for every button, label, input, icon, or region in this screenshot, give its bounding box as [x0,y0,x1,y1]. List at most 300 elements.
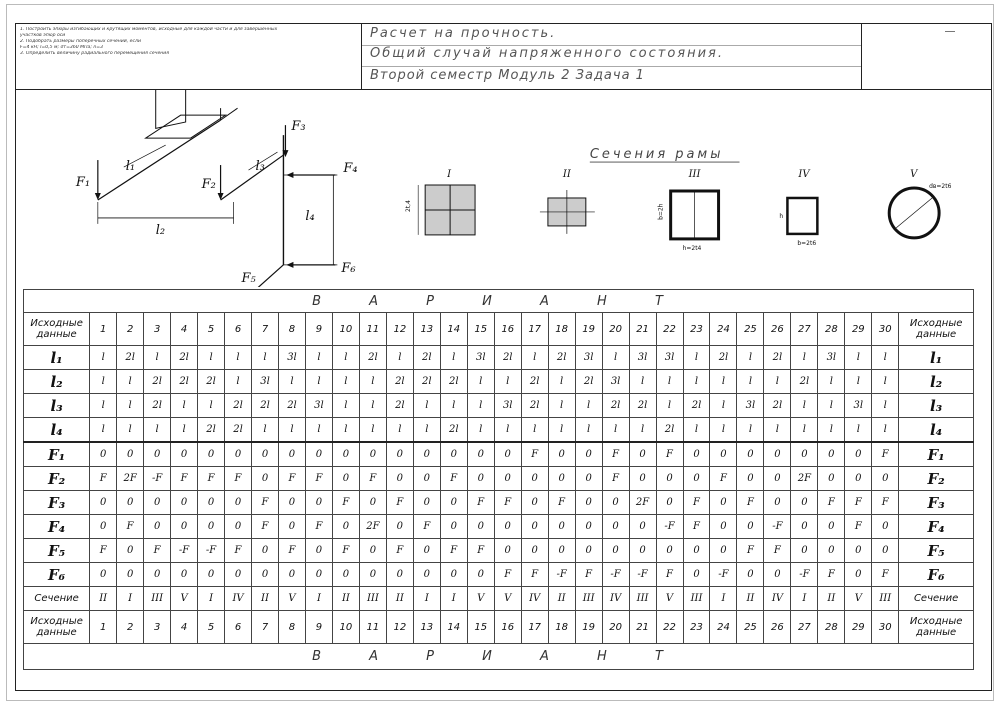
table-cell: l [548,418,575,443]
variant-number: 5 [198,313,225,346]
table-cell: F [90,467,117,491]
table-cell: I [440,587,467,611]
table-cell: 2l [225,394,252,418]
section-label-II: II [562,169,571,181]
variant-number: 7 [252,611,279,644]
table-cell: IV [602,587,629,611]
table-cell: F [872,491,899,515]
table-cell: 0 [252,563,279,587]
table-cell: l [332,418,359,443]
table-cell: 0 [440,442,467,467]
table-cell: 2l [386,394,413,418]
title-block [16,24,991,90]
variant-number: 16 [494,611,521,644]
title-rule [362,66,861,67]
table-cell: 0 [332,442,359,467]
table-cell: 0 [845,442,872,467]
variant-number: 18 [548,313,575,346]
banner-row [24,290,974,313]
table-cell: 0 [359,491,386,515]
table-cell: 0 [252,442,279,467]
row-label: Сечение [899,587,974,611]
table-cell: 0 [548,515,575,539]
force-arrow [256,265,284,287]
table-cell: F [252,515,279,539]
table-cell: 0 [171,491,198,515]
table-cell: F [90,539,117,563]
variant-number: 21 [629,611,656,644]
table-row [24,442,974,467]
table-cell: 0 [791,515,818,539]
table-cell: 0 [548,442,575,467]
table-cell: l [386,346,413,370]
table-cell: 0 [737,515,764,539]
table-cell: F [872,563,899,587]
table-cell: l [845,418,872,443]
variant-number: 9 [305,611,332,644]
table-cell: l [332,370,359,394]
table-cell: l [252,418,279,443]
table-cell: l [90,418,117,443]
row-label: F₂ [899,467,974,491]
footer-label: Исходные данные [899,611,974,644]
table-cell: 0 [144,491,171,515]
dim-s1: 2t,4 [405,200,413,212]
section-II [540,190,595,234]
table-cell: 0 [359,539,386,563]
table-cell: 0 [225,515,252,539]
table-cell: 2l [171,346,198,370]
table-cell: IV [521,587,548,611]
table-cell: 0 [117,442,144,467]
table-cell: I [413,587,440,611]
table-cell: 0 [602,491,629,515]
variant-number: 24 [710,313,737,346]
table-cell: 2l [144,394,171,418]
table-cell: 2F [117,467,144,491]
table-cell: l [117,394,144,418]
variant-number: 1 [90,313,117,346]
table-cell: 0 [710,491,737,515]
row-label: l₁ [24,346,90,370]
dim-s5: dв=2t6 [929,183,952,191]
label-l2: l₂ [155,222,166,238]
table-cell: III [872,587,899,611]
table-cell: l [90,370,117,394]
table-cell: 2l [548,346,575,370]
variant-number: 14 [440,611,467,644]
table-cell: 0 [548,467,575,491]
table-cell: l [575,418,602,443]
column-box [156,90,186,128]
note-line: F=4 кН; l=0,5 м; σт=360 МПа; n=3 [20,45,104,50]
table-cell: 0 [413,563,440,587]
table-cell: F [440,539,467,563]
section-label-I: I [447,169,452,181]
table-cell: 0 [278,563,305,587]
table-cell: F [494,563,521,587]
table-cell: l [305,418,332,443]
variant-number: 12 [386,611,413,644]
table-cell: l [359,370,386,394]
table-cell: 0 [359,563,386,587]
table-cell: II [386,587,413,611]
table-cell: 3l [845,394,872,418]
table-cell: l [278,418,305,443]
table-cell: l [521,346,548,370]
table-cell: III [629,587,656,611]
footer-banner-row [24,644,974,670]
table-cell: l [791,418,818,443]
table-cell: 0 [359,442,386,467]
row-label: F₄ [899,515,974,539]
variant-number: 17 [521,611,548,644]
table-cell: I [305,587,332,611]
table-cell: l [117,418,144,443]
table-cell: 2l [521,370,548,394]
table-cell: 0 [710,442,737,467]
table-cell: II [548,587,575,611]
variant-number: 29 [845,313,872,346]
table-cell: 0 [413,467,440,491]
label-F2: F₂ [201,177,216,193]
table-cell: 0 [198,515,225,539]
dim-s3b: h=2t4 [682,244,702,252]
table-cell: 0 [872,539,899,563]
table-cell: 2l [494,346,521,370]
table-cell: 0 [764,442,791,467]
table-cell: II [90,587,117,611]
table-cell: 0 [845,467,872,491]
table-cell: F [252,491,279,515]
table-cell: l [764,418,791,443]
table-row [24,467,974,491]
table-cell: F [144,539,171,563]
table-cell: l [845,346,872,370]
table-cell: l [737,346,764,370]
variant-number: 17 [521,313,548,346]
note-line: 1. Построить эпюры изгибающих и крутящих моментов, исходные для каждой части и для завершенных [20,27,278,32]
row-label: F₃ [24,491,90,515]
variant-number: 30 [872,611,899,644]
table-cell: 2l [198,370,225,394]
table-cell: 0 [683,539,710,563]
table-cell: l [710,370,737,394]
variant-number: 7 [252,313,279,346]
variant-number: 1 [90,611,117,644]
table-cell: 0 [494,515,521,539]
table-cell: F [117,515,144,539]
table-cell: 0 [737,563,764,587]
table-cell: 0 [305,563,332,587]
table-cell: l [791,394,818,418]
table-cell: III [575,587,602,611]
table-cell: -F [602,563,629,587]
table-cell: l [656,394,683,418]
table-cell: -F [548,563,575,587]
variant-number: 6 [225,313,252,346]
row-label: F₅ [899,539,974,563]
table-cell: 2l [683,394,710,418]
table-cell: I [710,587,737,611]
table-cell: 2F [791,467,818,491]
table-cell: l [791,346,818,370]
row-label: F₁ [899,442,974,467]
variant-banner: В А Р И А Н Т [24,290,974,313]
table-cell: l [225,346,252,370]
table-cell: l [872,394,899,418]
variant-number: 29 [845,611,872,644]
table-cell: -F [764,515,791,539]
table-cell: F [737,491,764,515]
table-cell: 0 [575,442,602,467]
table-cell: l [144,346,171,370]
table-cell: l [467,394,494,418]
section-IV [787,198,817,234]
table-cell: 0 [305,491,332,515]
table-cell: 0 [440,563,467,587]
table-cell: 0 [332,563,359,587]
table-cell: 0 [225,563,252,587]
variant-number: 28 [818,313,845,346]
variant-number: 24 [710,611,737,644]
table-row [24,394,974,418]
table-cell: F [764,539,791,563]
table-cell: II [818,587,845,611]
table-cell: 0 [575,491,602,515]
table-cell: F [278,467,305,491]
header-label: Исходные данные [899,313,974,346]
variant-number: 26 [764,611,791,644]
dim-line [98,202,234,224]
table-cell: 3l [252,370,279,394]
table-cell: 0 [683,467,710,491]
table-cell: 2l [521,394,548,418]
table-cell: 2l [359,346,386,370]
table-cell: l [413,418,440,443]
table-cell: I [791,587,818,611]
table-cell: l [656,370,683,394]
table-cell: V [171,587,198,611]
table-cell: l [198,394,225,418]
table-cell: 0 [386,515,413,539]
variant-number: 11 [359,611,386,644]
variant-number: 10 [332,611,359,644]
label-F3: F₃ [291,119,306,135]
variant-number: 9 [305,313,332,346]
table-cell: 0 [144,442,171,467]
table-cell: l [171,418,198,443]
section-I [418,185,475,235]
table-cell: 0 [90,442,117,467]
variant-number: 19 [575,313,602,346]
table-cell: F [171,467,198,491]
dim-s4a: h [779,212,784,220]
table-cell: 3l [575,346,602,370]
table-cell: 0 [845,563,872,587]
variant-number: 28 [818,611,845,644]
variant-number: 20 [602,313,629,346]
table-cell: 0 [710,539,737,563]
table-cell: F [332,539,359,563]
table-cell: 3l [818,346,845,370]
table-cell: 2l [764,346,791,370]
table-cell: 0 [818,515,845,539]
table-cell: V [845,587,872,611]
table-cell: 0 [90,515,117,539]
table-cell: l [602,346,629,370]
table-cell: l [764,370,791,394]
table-cell: 3l [602,370,629,394]
table-cell: II [252,587,279,611]
variant-number: 30 [872,313,899,346]
table-cell: 0 [171,442,198,467]
table-cell: IV [764,587,791,611]
row-label: l₄ [899,418,974,443]
row-label: l₃ [24,394,90,418]
note-line: 3. Определить величину радиального перемещения сечения [20,51,170,56]
table-cell: l [683,346,710,370]
row-label: F₅ [24,539,90,563]
table-cell: F [656,563,683,587]
table-cell: 0 [252,467,279,491]
table-cell: 3l [305,394,332,418]
table-cell: 0 [872,515,899,539]
note-line: участков эпюр оси [20,33,66,38]
variant-number: 25 [737,611,764,644]
table-cell: 0 [198,563,225,587]
side-mark [945,31,955,32]
dim-s3a: b=2h [657,203,665,220]
table-cell: l [117,370,144,394]
variant-number: 2 [117,611,144,644]
title-side-cell [862,24,991,89]
variant-number: 13 [413,611,440,644]
row-label: F₆ [24,563,90,587]
table-cell: 0 [710,515,737,539]
table-cell: l [144,418,171,443]
task-notes [16,24,362,89]
label-F5: F₅ [241,270,256,286]
table-cell: 0 [144,515,171,539]
table-cell: 0 [198,491,225,515]
row-label: F₁ [24,442,90,467]
frame-member [221,155,284,200]
table-cell: 0 [494,467,521,491]
table-cell: 0 [386,563,413,587]
table-cell: l [818,418,845,443]
table-cell: 0 [332,515,359,539]
table-cell: 0 [521,491,548,515]
table-cell: F [467,539,494,563]
table-cell: F [575,563,602,587]
table-cell: F [198,467,225,491]
variant-number: 3 [144,611,171,644]
table-cell: II [737,587,764,611]
table-cell: F [602,467,629,491]
table-cell: 0 [467,515,494,539]
table-cell: II [332,587,359,611]
section-III [671,191,719,239]
table-cell: 0 [467,563,494,587]
table-cell: F [683,491,710,515]
table-cell: 0 [602,515,629,539]
table-cell: 2l [791,370,818,394]
section-V [889,188,939,238]
table-cell: 0 [548,539,575,563]
table-cell: F [332,491,359,515]
table-cell: 3l [737,394,764,418]
table-cell: III [144,587,171,611]
table-cell: l [252,346,279,370]
row-label: l₄ [24,418,90,443]
table-cell: 0 [386,467,413,491]
header-label: Исходные данные [24,313,90,346]
table-row [24,563,974,587]
table-cell: F [413,515,440,539]
variant-number: 22 [656,611,683,644]
table-cell: 0 [521,467,548,491]
table-cell: l [818,370,845,394]
variant-number: 22 [656,313,683,346]
variant-number: 25 [737,313,764,346]
table-cell: I [117,587,144,611]
variant-banner: В А Р И А Н Т [24,644,974,670]
drawing-sheet [6,4,994,701]
table-cell: l [198,346,225,370]
table-cell: l [90,346,117,370]
table-cell: 2l [117,346,144,370]
table-cell: 0 [629,442,656,467]
variant-number: 15 [467,313,494,346]
footer-header-row [24,611,974,644]
table-cell: F [845,515,872,539]
frame-member [221,108,238,120]
table-cell: I [198,587,225,611]
table-cell: 0 [467,442,494,467]
table-cell: l [872,370,899,394]
table-cell: 0 [656,539,683,563]
table-cell: F [494,491,521,515]
table-cell: 3l [629,346,656,370]
table-cell: l [332,394,359,418]
table-cell: 2l [710,346,737,370]
title-line-1: Расчет на прочность. [370,26,557,41]
table-cell: 0 [629,467,656,491]
table-cell: V [494,587,521,611]
label-F4: F₄ [343,161,358,177]
table-cell: F [521,442,548,467]
table-cell: 0 [764,467,791,491]
section-label-V: V [910,169,918,181]
table-row [24,418,974,443]
table-cell: l [413,394,440,418]
table-cell: 0 [117,539,144,563]
table-cell: l [440,394,467,418]
table-cell: 3l [278,346,305,370]
table-cell: l [737,370,764,394]
table-cell: III [683,587,710,611]
table-row [24,346,974,370]
table-cell: 2l [252,394,279,418]
table-cell: l [521,418,548,443]
table-cell: -F [198,539,225,563]
table-cell: 0 [575,539,602,563]
variant-number: 11 [359,313,386,346]
table-cell: 0 [656,467,683,491]
row-label: Сечение [24,587,90,611]
table-cell: V [278,587,305,611]
